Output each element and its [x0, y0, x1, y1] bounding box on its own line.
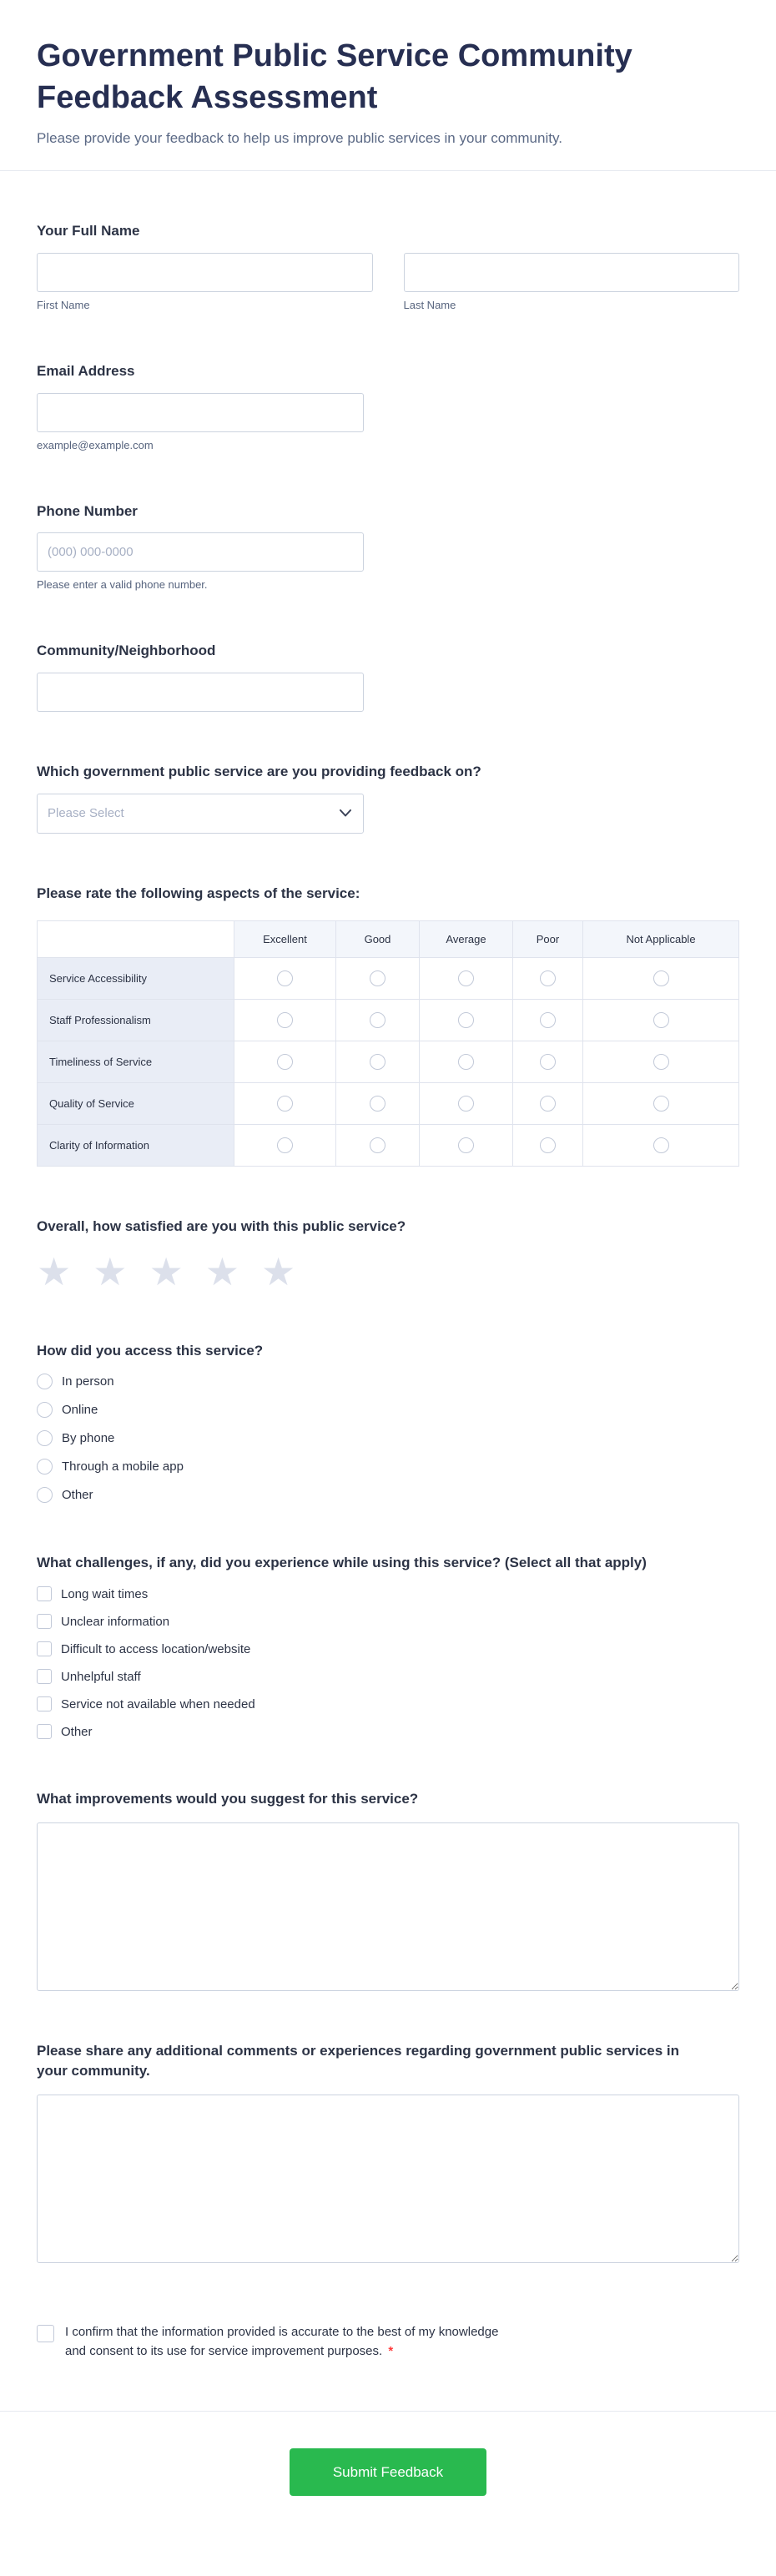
checkbox-icon	[37, 1669, 52, 1684]
service-label: Which government public service are you providing feedback on?	[37, 763, 481, 779]
checkbox-icon	[37, 1724, 52, 1739]
option-label: Unclear information	[61, 1614, 170, 1629]
radio-icon	[37, 1374, 53, 1389]
option-label: By phone	[62, 1431, 115, 1446]
option-label: Other	[61, 1724, 93, 1739]
rating-cell[interactable]	[336, 1041, 420, 1083]
access-label: How did you access this service?	[37, 1342, 264, 1359]
rating-cell[interactable]	[420, 1125, 513, 1167]
radio-icon	[653, 1012, 669, 1028]
question-challenges	[0, 1553, 776, 1739]
star-icon[interactable]: ★	[37, 1249, 72, 1293]
radio-icon	[540, 1137, 556, 1153]
rating-col-header-poor: Poor	[513, 921, 583, 958]
phone-label: Phone Number	[37, 502, 138, 519]
star-rating	[37, 1249, 739, 1293]
checkbox-icon	[37, 2325, 54, 2342]
rating-col-header-excellent: Excellent	[234, 921, 336, 958]
radio-icon	[540, 1054, 556, 1070]
radio-icon	[277, 1096, 293, 1112]
radio-icon	[277, 970, 293, 986]
radio-icon	[540, 1012, 556, 1028]
rating-cell[interactable]	[336, 1000, 420, 1041]
submit-area	[0, 2412, 776, 2524]
first-name-sublabel: First Name	[37, 298, 90, 311]
rating-row-professionalism	[38, 1000, 739, 1041]
radio-icon	[653, 1137, 669, 1153]
service-select-value: Please Select	[48, 806, 124, 821]
improvements-label: What improvements would you suggest for this service?	[37, 1791, 419, 1807]
community-input[interactable]	[37, 673, 364, 712]
rating-col-header-average: Average	[420, 921, 513, 958]
radio-icon	[370, 1012, 385, 1028]
chevron-down-icon	[340, 809, 351, 817]
rating-row-label: Timeliness of Service	[38, 1041, 234, 1083]
consent-text: I confirm that the information provided is accurate to the best of my knowledge and consent to its use for service improvement purposes.	[65, 2325, 499, 2358]
rating-cell[interactable]	[513, 1000, 583, 1041]
rating-cell[interactable]	[583, 1000, 739, 1041]
rating-col-header-good: Good	[336, 921, 420, 958]
comments-label: Please share any additional comments or experiences regarding government public services in your community.	[37, 2042, 680, 2079]
rating-col-header-not-applicable: Not Applicable	[583, 921, 739, 958]
radio-icon	[458, 970, 474, 986]
rating-cell[interactable]	[420, 1000, 513, 1041]
option-label: Service not available when needed	[61, 1696, 255, 1711]
radio-icon	[458, 1096, 474, 1112]
option-label: Other	[62, 1488, 93, 1503]
radio-icon	[37, 1459, 53, 1475]
radio-icon	[37, 1402, 53, 1418]
comments-textarea[interactable]	[37, 2095, 739, 2263]
radio-icon	[540, 1096, 556, 1112]
rating-cell[interactable]	[513, 1125, 583, 1167]
first-name-input[interactable]	[37, 253, 373, 292]
community-label: Community/Neighborhood	[37, 643, 216, 659]
consent-checkbox-field[interactable]	[0, 2323, 776, 2361]
star-icon[interactable]: ★	[204, 1249, 239, 1293]
email-sublabel: example@example.com	[37, 438, 154, 451]
rating-cell[interactable]	[234, 958, 336, 1000]
radio-option-by-phone[interactable]	[37, 1430, 739, 1446]
satisfaction-label: Overall, how satisfied are you with this public service?	[37, 1218, 406, 1235]
checkbox-icon	[37, 1614, 52, 1629]
rating-cell[interactable]	[513, 1041, 583, 1083]
form-title: Government Public Service Community Feedback Assessment	[37, 38, 632, 116]
radio-icon	[653, 970, 669, 986]
rating-table-label: Please rate the following aspects of the service:	[37, 885, 360, 901]
question-rating-table	[0, 884, 776, 1167]
question-comments	[0, 2041, 776, 2263]
service-select[interactable]	[37, 794, 364, 834]
last-name-sublabel: Last Name	[403, 298, 456, 311]
rating-row-timeliness	[38, 1041, 739, 1083]
rating-cell[interactable]	[234, 1000, 336, 1041]
form-subtitle: Please provide your feedback to help us improve public services in your community.	[37, 130, 562, 147]
submit-button[interactable]: Submit Feedback	[290, 2448, 486, 2496]
last-name-field	[404, 242, 740, 311]
rating-cell[interactable]	[513, 1083, 583, 1125]
rating-cell[interactable]	[234, 1041, 336, 1083]
required-asterisk: *	[388, 2343, 394, 2358]
checkbox-icon	[37, 1586, 52, 1601]
star-icon[interactable]: ★	[261, 1249, 296, 1293]
rating-cell[interactable]	[336, 1125, 420, 1167]
question-satisfaction	[0, 1217, 776, 1291]
question-email	[0, 361, 776, 451]
option-label: Unhelpful staff	[61, 1669, 141, 1684]
radio-icon	[458, 1012, 474, 1028]
star-icon[interactable]: ★	[93, 1249, 128, 1293]
checkbox-option-unclear-info[interactable]	[37, 1614, 739, 1629]
star-icon[interactable]: ★	[149, 1249, 184, 1293]
email-label: Email Address	[37, 362, 135, 379]
radio-option-other[interactable]	[37, 1487, 739, 1503]
improvements-textarea[interactable]	[37, 1822, 739, 1991]
radio-icon	[37, 1487, 53, 1503]
option-label: Long wait times	[61, 1586, 149, 1601]
phone-input[interactable]	[37, 532, 364, 572]
checkbox-option-unavailable[interactable]	[37, 1696, 739, 1711]
full-name-fields	[37, 242, 739, 311]
full-name-label: Your Full Name	[37, 223, 140, 239]
radio-icon	[458, 1137, 474, 1153]
option-label: Online	[62, 1403, 98, 1418]
checkbox-option-unhelpful-staff[interactable]	[37, 1669, 739, 1684]
question-access	[0, 1341, 776, 1504]
option-label: In person	[62, 1374, 114, 1389]
rating-cell[interactable]	[336, 1083, 420, 1125]
radio-icon	[277, 1137, 293, 1153]
rating-cell[interactable]	[583, 1125, 739, 1167]
rating-cell[interactable]	[513, 958, 583, 1000]
rating-row-clarity	[38, 1125, 739, 1167]
radio-icon	[277, 1054, 293, 1070]
rating-table-corner	[38, 921, 234, 958]
email-input[interactable]	[37, 393, 364, 432]
radio-icon	[37, 1430, 53, 1446]
rating-row-quality	[38, 1083, 739, 1125]
checkbox-icon	[37, 1641, 52, 1656]
rating-header-row	[38, 921, 739, 958]
rating-table	[37, 920, 739, 1167]
question-improvements	[0, 1789, 776, 1991]
radio-icon	[540, 970, 556, 986]
access-options	[37, 1374, 739, 1503]
rating-cell[interactable]	[420, 1083, 513, 1125]
rating-cell[interactable]	[583, 1083, 739, 1125]
rating-row-label: Clarity of Information	[38, 1125, 234, 1167]
rating-cell[interactable]	[583, 958, 739, 1000]
option-label: Through a mobile app	[62, 1459, 184, 1475]
option-label: Difficult to access location/website	[61, 1641, 251, 1656]
rating-cell[interactable]	[234, 1083, 336, 1125]
radio-icon	[458, 1054, 474, 1070]
consent-label	[65, 2323, 520, 2361]
phone-sublabel: Please enter a valid phone number.	[37, 578, 208, 592]
question-phone	[0, 502, 776, 592]
rating-row-accessibility	[38, 958, 739, 1000]
question-full-name	[0, 221, 776, 311]
radio-icon	[653, 1054, 669, 1070]
question-service	[0, 762, 776, 834]
first-name-field	[37, 242, 373, 311]
header-divider	[0, 170, 776, 171]
checkbox-option-wait-times[interactable]	[37, 1586, 739, 1601]
radio-icon	[370, 1137, 385, 1153]
rating-cell[interactable]	[420, 958, 513, 1000]
rating-row-label: Service Accessibility	[38, 958, 234, 1000]
rating-row-label: Quality of Service	[38, 1083, 234, 1125]
checkbox-icon	[37, 1696, 52, 1711]
rating-cell[interactable]	[234, 1125, 336, 1167]
radio-icon	[370, 970, 385, 986]
rating-cell[interactable]	[583, 1041, 739, 1083]
checkbox-option-other[interactable]	[37, 1724, 739, 1739]
radio-icon	[370, 1096, 385, 1112]
checkbox-option-difficult-access[interactable]	[37, 1641, 739, 1656]
challenges-label: What challenges, if any, did you experience while using this service? (Select all that apply)	[37, 1555, 647, 1571]
radio-icon	[277, 1012, 293, 1028]
radio-icon	[370, 1054, 385, 1070]
challenges-options	[37, 1586, 739, 1739]
radio-option-online[interactable]	[37, 1402, 739, 1418]
radio-option-mobile-app[interactable]	[37, 1459, 739, 1475]
last-name-input[interactable]	[404, 253, 740, 292]
rating-row-label: Staff Professionalism	[38, 1000, 234, 1041]
rating-cell[interactable]	[420, 1041, 513, 1083]
rating-cell[interactable]	[336, 958, 420, 1000]
question-community	[0, 641, 776, 712]
radio-option-in-person[interactable]	[37, 1374, 739, 1389]
radio-icon	[653, 1096, 669, 1112]
